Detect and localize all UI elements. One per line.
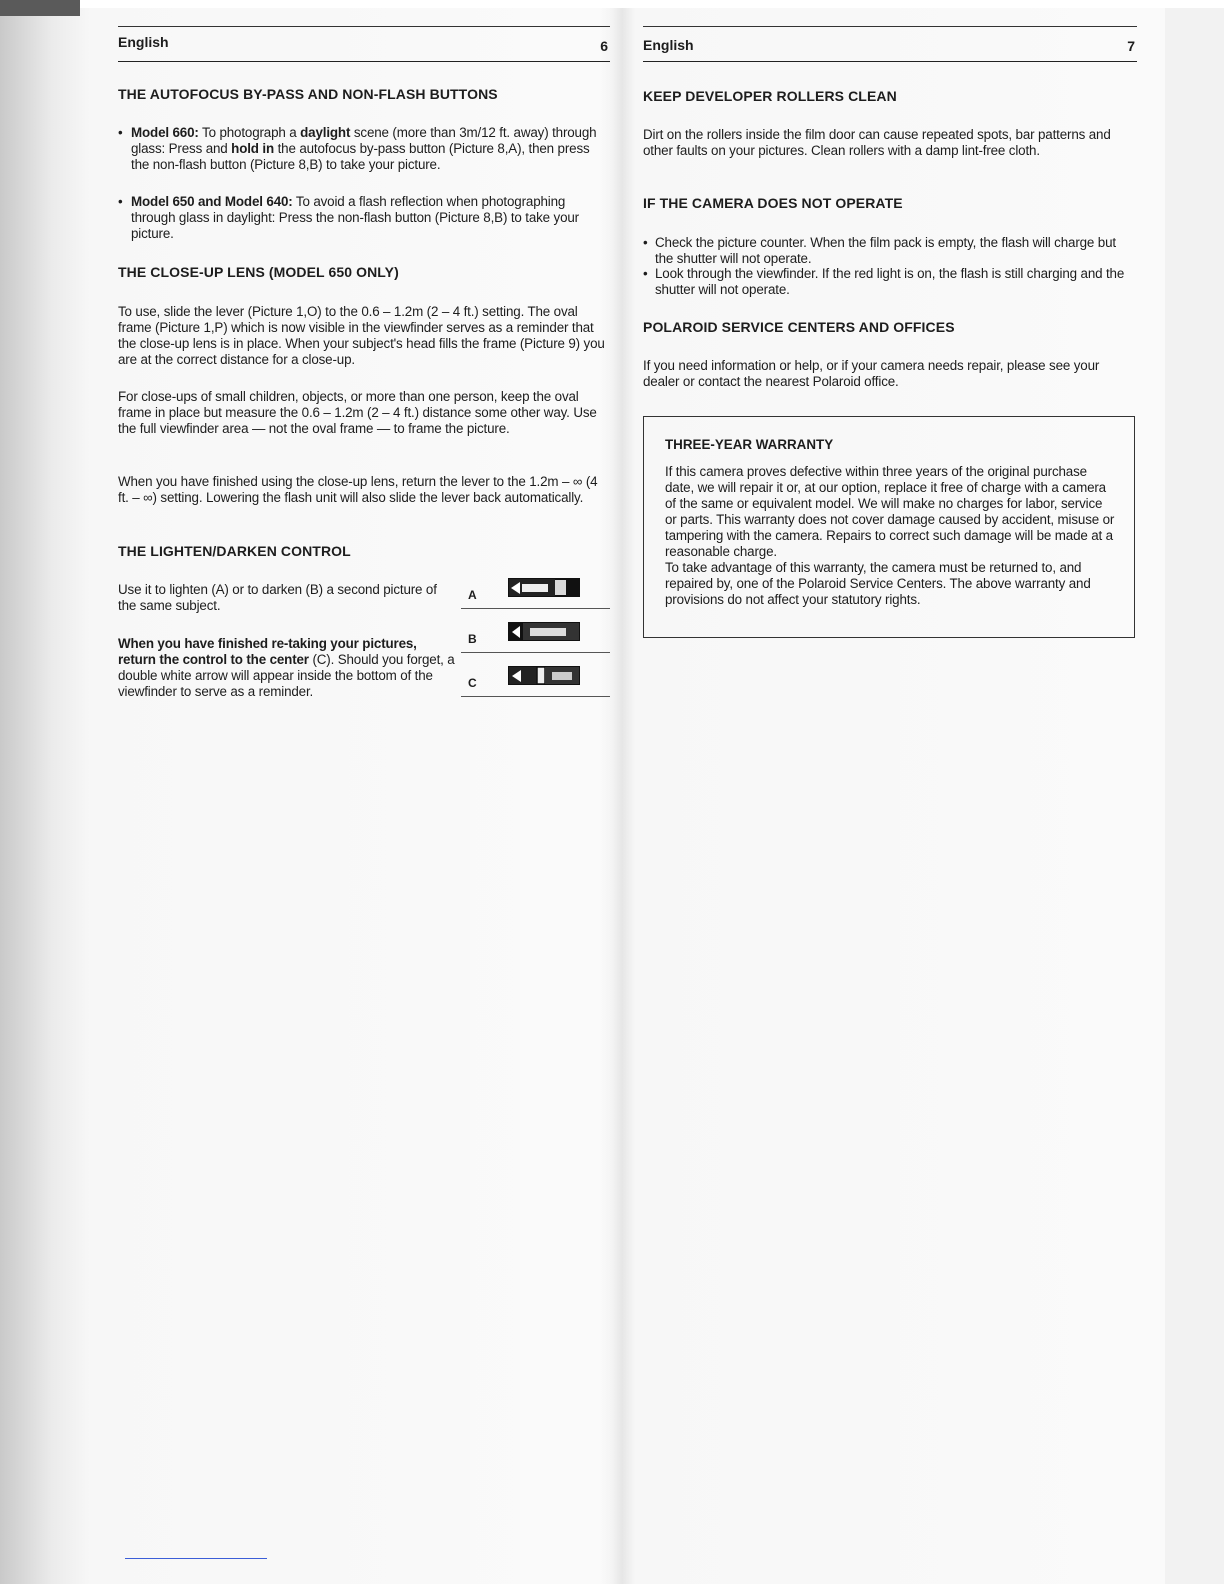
- top-edge: [0, 0, 1224, 8]
- page-header: [118, 26, 610, 62]
- warranty-title: THREE-YEAR WARRANTY: [665, 437, 834, 452]
- model-label: Model 650 and Model 640:: [131, 194, 293, 209]
- slider-right-icon: [508, 622, 580, 642]
- paragraph: When you have finished using the close-up lens, return the lever to the 1.2m – ∞ (4 ft. – ∞) setting. Lowering the flash unit will also slide the lever back automatically.: [118, 474, 598, 505]
- setting-letter: B: [468, 632, 477, 646]
- slider-center-icon: [508, 666, 580, 686]
- rollers-section: [643, 88, 1137, 104]
- not-operate-bullet-1: • Check the picture counter. When the film pack is empty, the flash will charge but the shutter will not operate.: [643, 235, 1116, 266]
- scan-edge-shadow: [0, 0, 80, 16]
- lighten-para-2: [118, 636, 458, 700]
- scan-artifact-line: [125, 1558, 267, 1559]
- paragraph: If you need information or help, or if your camera needs repair, please see your dealer or contact the nearest Polaroid office.: [643, 358, 1100, 389]
- bullet-emphasis: hold in: [231, 141, 275, 156]
- warranty-box: [643, 416, 1135, 638]
- closeup-section: [118, 264, 610, 280]
- setting-letter: C: [468, 676, 477, 690]
- header-language: English: [643, 37, 694, 53]
- header-language: English: [118, 34, 169, 50]
- bullet-text: To photograph a: [198, 125, 301, 140]
- closeup-para-2: [118, 389, 610, 437]
- service-section: [643, 319, 1137, 335]
- warranty-para-1: If this camera proves defective within three years of the original purchase date, we will repair it or, at our option, replace it free of charge with a camera of the same or equivalent model. We will make no charges for labor, service or parts. This warranty does not cover damage caused by accident, misuse or tampering with the camera. Repairs to correct such damage will be made at a reasonable charge.: [665, 464, 1115, 559]
- page-number: 7: [1127, 38, 1135, 54]
- section-title: POLAROID SERVICE CENTERS AND OFFICES: [643, 319, 955, 335]
- control-setting-a: [461, 572, 610, 609]
- paragraph: To use, slide the lever (Picture 1,O) to the 0.6 – 1.2m (2 – 4 ft.) setting. The oval frame (Picture 1,P) which is now visible in the viewfinder serves as a reminder that the close-up lens is in place. When your subject's head fills the frame (Picture 9) you are at the correct distance for a close-up.: [118, 304, 605, 367]
- warranty-para-2: To take advantage of this warranty, the camera must be returned to, and repaired by, one of the Polaroid Service Centers. The above warranty and provisions do not affect your statutory rights.: [665, 560, 1091, 607]
- not-operate-section: [643, 195, 1137, 211]
- section-title: THE CLOSE-UP LENS (MODEL 650 ONLY): [118, 264, 399, 280]
- paragraph-text: (C). Should you forget, a double white arrow will appear inside the bottom of the viewfinder to serve as a reminder.: [118, 652, 455, 699]
- control-setting-b: [461, 616, 610, 653]
- bullet-text: Check the picture counter. When the film pack is empty, the flash will charge but the shutter will not operate.: [655, 235, 1116, 266]
- model-label: Model 660:: [131, 125, 199, 140]
- closeup-para-1: [118, 304, 610, 368]
- section-title: THE LIGHTEN/DARKEN CONTROL: [118, 543, 351, 559]
- lighten-section: [118, 543, 610, 559]
- service-para: [643, 358, 1137, 390]
- slider-left-icon: [508, 578, 580, 598]
- section-title: THE AUTOFOCUS BY-PASS AND NON-FLASH BUTTONS: [118, 86, 498, 102]
- lighten-para-1: Use it to lighten (A) or to darken (B) a second picture of the same subject.: [118, 582, 437, 613]
- setting-letter: A: [468, 588, 477, 602]
- bullet-text: the autofocus by-pass button (Picture 8,A), then press the non-flash button (Picture 8,B) to take your picture.: [131, 141, 590, 172]
- bullet-text: scene (more than 3m/12 ft. away) through glass: Press and: [131, 125, 597, 156]
- warranty-body: [665, 464, 1115, 608]
- autofocus-bullet-650-640: • Model 650 and Model 640: To avoid a flash reflection when photographing through glass in daylight: Press the non-flash button (Picture 8,B) to take your picture.: [118, 194, 579, 241]
- autofocus-bullet-660: • Model 660: To photograph a daylight scene (more than 3m/12 ft. away) through glass: Press and hold in the autofocus by-pass button (Picture 8,A), then press the non-flash button (Picture 8,B) to take your picture.: [118, 125, 597, 172]
- paragraph: Dirt on the rollers inside the film door can cause repeated spots, bar patterns and other faults on your pictures. Clean rollers with a damp lint-free cloth.: [643, 127, 1111, 158]
- autofocus-section: [118, 86, 610, 102]
- page-header: [643, 26, 1137, 62]
- rollers-para: [643, 127, 1137, 159]
- bullet-text: Look through the viewfinder. If the red light is on, the flash is still charging and the shutter will not operate.: [655, 266, 1125, 297]
- paragraph-emphasis: When you have finished re-taking your pictures, return the control to the center: [118, 636, 417, 667]
- control-setting-c: [461, 660, 610, 697]
- closeup-para-3: [118, 474, 610, 506]
- section-title: IF THE CAMERA DOES NOT OPERATE: [643, 195, 903, 211]
- bullet-emphasis: daylight: [300, 125, 351, 140]
- page-number: 6: [600, 38, 608, 54]
- paragraph: For close-ups of small children, objects, or more than one person, keep the oval frame in place but measure the 0.6 – 1.2m (2 – 4 ft.) distance some other way. Use the full viewfinder area — not the oval frame — to frame the picture.: [118, 389, 597, 436]
- bullet-text: To avoid a flash reflection when photographing through glass in daylight: Press the non-flash button (Picture 8,B) to take your picture.: [131, 194, 579, 241]
- section-title: KEEP DEVELOPER ROLLERS CLEAN: [643, 88, 897, 104]
- not-operate-bullet-2: • Look through the viewfinder. If the red light is on, the flash is still charging and the shutter will not operate.: [643, 266, 1125, 297]
